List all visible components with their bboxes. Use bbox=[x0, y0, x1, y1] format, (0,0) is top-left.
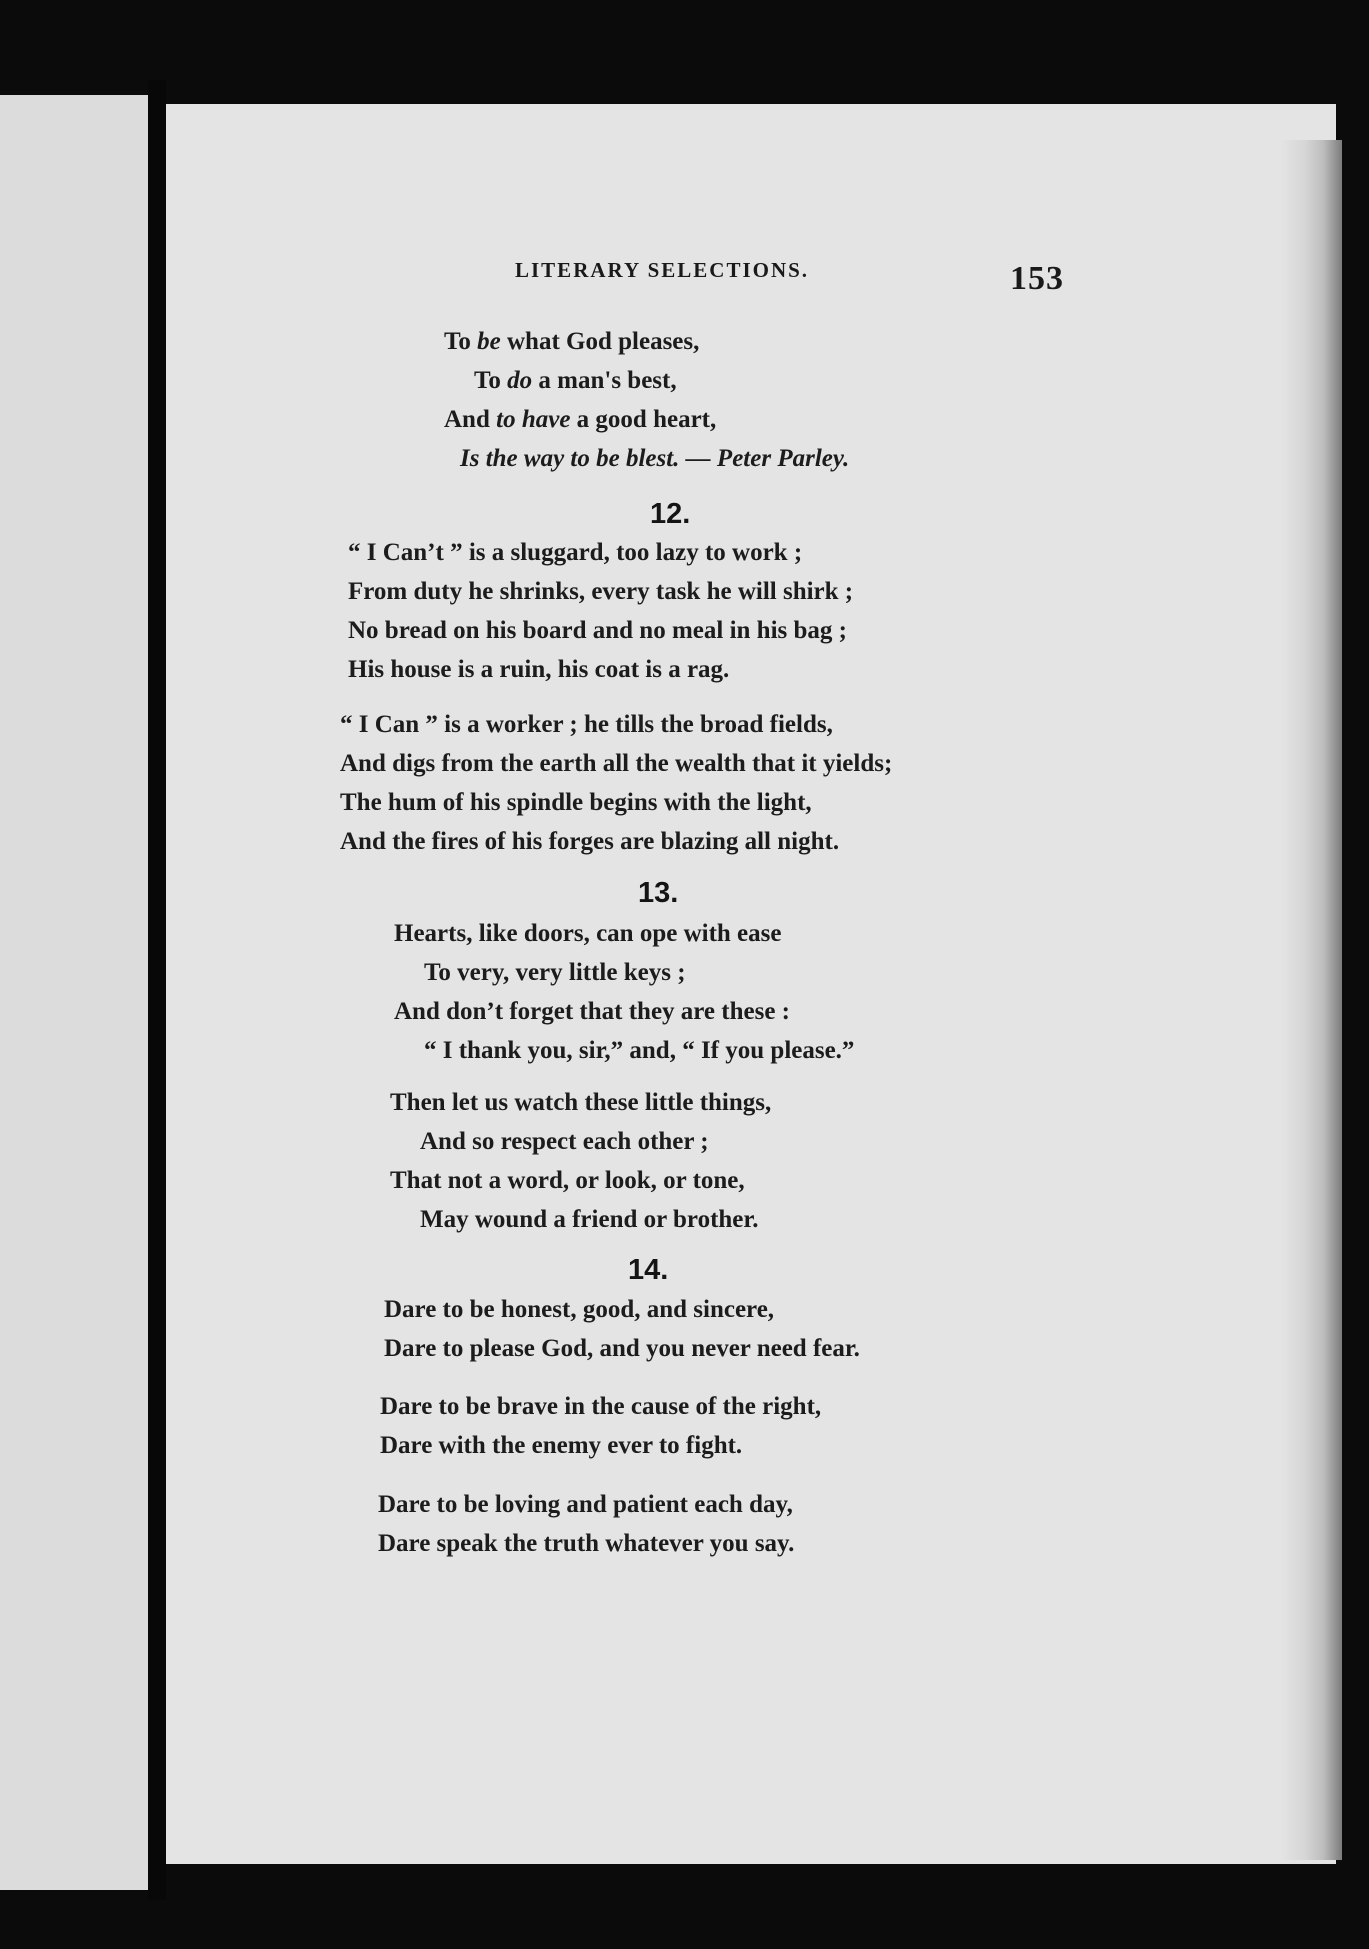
verse-line: Dare speak the truth whatever you say. bbox=[378, 1530, 795, 1557]
poem-number-12: 12. bbox=[650, 498, 691, 530]
running-title: LITERARY SELECTIONS. bbox=[515, 258, 810, 282]
poem-13-stanza-1 bbox=[394, 914, 854, 1070]
verse-line: And to have a good heart, bbox=[444, 406, 717, 433]
verse-line: To very, very little keys ; bbox=[424, 959, 686, 986]
verse-line: His house is a ruin, his coat is a rag. bbox=[348, 656, 730, 683]
verse-line: Dare to be loving and patient each day, bbox=[378, 1491, 793, 1518]
poem-13-stanza-2 bbox=[390, 1083, 771, 1239]
verse-line: From duty he shrinks, every task he will shirk ; bbox=[348, 578, 854, 605]
verse-line: The hum of his spindle begins with the light, bbox=[340, 789, 812, 816]
verse-line: “ I Can ” is a worker ; he tills the broad fields, bbox=[340, 711, 833, 738]
verse-line: To be what God pleases, bbox=[444, 328, 700, 355]
poem-number-13: 13. bbox=[638, 877, 679, 909]
verse-line: Dare to be brave in the cause of the right, bbox=[380, 1393, 822, 1420]
verse-line: Hearts, like doors, can ope with ease bbox=[394, 920, 782, 947]
facing-page bbox=[0, 95, 148, 1890]
poem-14-stanza-1 bbox=[384, 1290, 860, 1368]
verse-line: Dare to please God, and you never need fear. bbox=[384, 1335, 860, 1362]
verse-line: Then let us watch these little things, bbox=[390, 1089, 772, 1116]
verse-line: And don’t forget that they are these : bbox=[394, 998, 791, 1025]
poem-14-stanza-2 bbox=[380, 1387, 821, 1465]
poem-14-stanza-3 bbox=[378, 1485, 794, 1563]
page-edge-shadow bbox=[1280, 140, 1342, 1860]
poem-11-stanza bbox=[444, 322, 849, 478]
verse-line: And the fires of his forges are blazing all night. bbox=[340, 828, 840, 855]
verse-line: And so respect each other ; bbox=[420, 1128, 709, 1155]
verse-line: Dare with the enemy ever to fight. bbox=[380, 1432, 743, 1459]
verse-line: No bread on his board and no meal in his bag ; bbox=[348, 617, 847, 644]
verse-line: And digs from the earth all the wealth that it yields; bbox=[340, 750, 893, 777]
poem-number-14: 14. bbox=[628, 1254, 669, 1286]
verse-line: To do a man's best, bbox=[474, 367, 677, 394]
verse-line: “ I thank you, sir,” and, “ If you please.” bbox=[424, 1037, 855, 1064]
verse-line: That not a word, or look, or tone, bbox=[390, 1167, 745, 1194]
poem-12-stanza-2 bbox=[340, 705, 892, 861]
book-spine bbox=[148, 80, 166, 1900]
page-number: 153 bbox=[1010, 260, 1064, 297]
verse-line: “ I Can’t ” is a sluggard, too lazy to work ; bbox=[348, 539, 803, 566]
verse-line: Dare to be honest, good, and sincere, bbox=[384, 1296, 775, 1323]
verse-line: May wound a friend or brother. bbox=[420, 1206, 759, 1233]
verse-line-attribution: Is the way to be blest. — Peter Parley. bbox=[460, 445, 850, 472]
poem-12-stanza-1 bbox=[348, 533, 853, 689]
